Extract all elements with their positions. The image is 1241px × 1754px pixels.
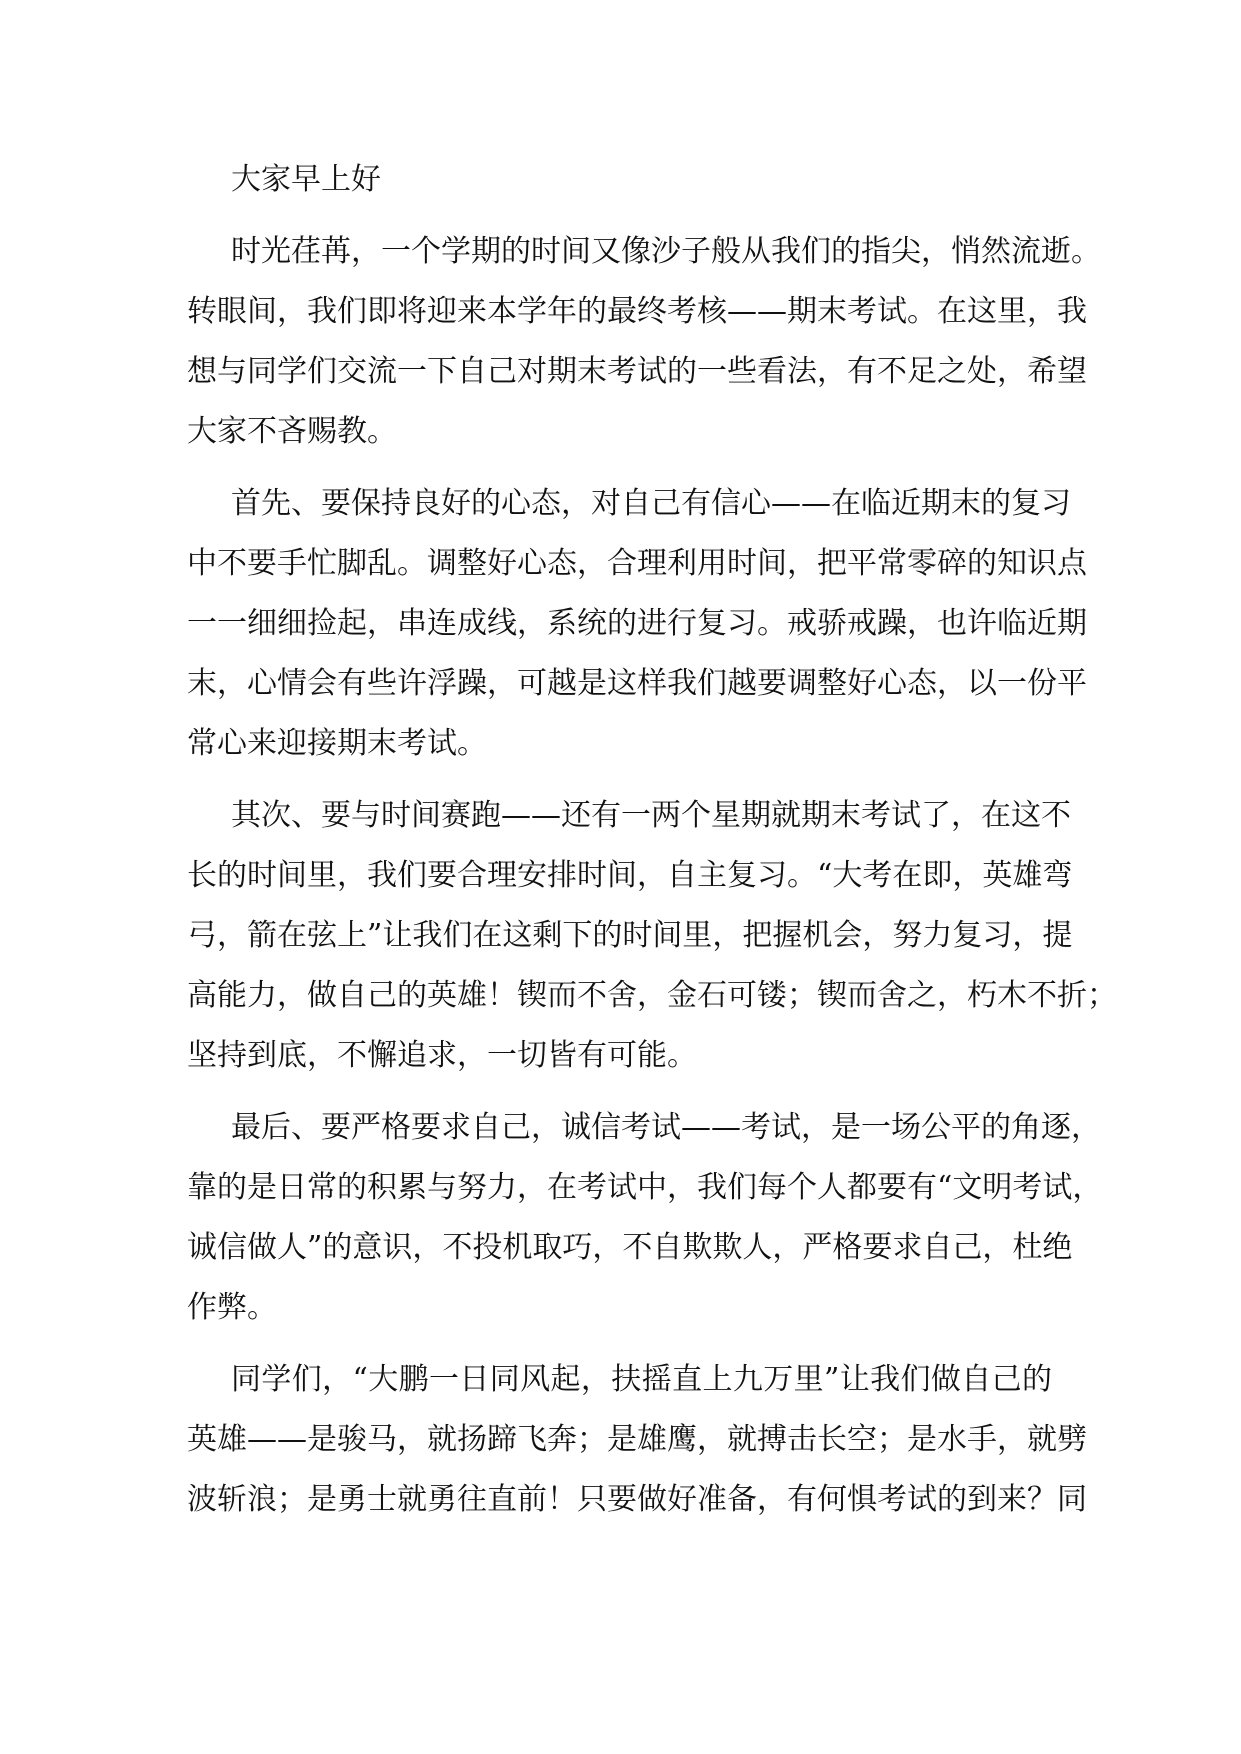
- paragraph-intro: [187, 232, 1101, 452]
- paragraph-line: 诚信做人”的意识，不投机取巧，不自欺欺人，严格要求自己，杜绝: [187, 1230, 1073, 1265]
- paragraph-line: 同学们，“大鹏一日同风起，扶摇直上九万里”让我们做自己的: [231, 1362, 1052, 1397]
- paragraph-closing: [187, 1360, 1087, 1520]
- paragraph-line: 弓，箭在弦上”让我们在这剩下的时间里，把握机会，努力复习，提: [187, 918, 1073, 953]
- paragraph-line: 靠的是日常的积累与努力，在考试中，我们每个人都要有“文明考试，: [187, 1170, 1103, 1205]
- paragraph-line: 首先、要保持良好的心态，对自己有信心——在临近期末的复习: [231, 486, 1071, 521]
- paragraph-first-point: [187, 484, 1087, 764]
- greeting-paragraph: [187, 160, 1052, 200]
- speech-body: [187, 160, 1117, 1552]
- paragraph-line: 末，心情会有些许浮躁，可越是这样我们越要调整好心态，以一份平: [187, 666, 1087, 701]
- paragraph-line: 波斩浪；是勇士就勇往直前！只要做好准备，有何惧考试的到来？同: [187, 1482, 1087, 1517]
- greeting-line: 大家早上好: [231, 162, 381, 197]
- paragraph-line: 中不要手忙脚乱。调整好心态，合理利用时间，把平常零碎的知识点: [187, 546, 1087, 581]
- paragraph-line: 英雄——是骏马，就扬蹄飞奔；是雄鹰，就搏击长空；是水手，就劈: [187, 1422, 1087, 1457]
- paragraph-line: 长的时间里，我们要合理安排时间，自主复习。“大考在即，英雄弯: [187, 858, 1073, 893]
- paragraph-line: 高能力，做自己的英雄！锲而不舍，金石可镂；锲而舍之，朽木不折；: [187, 978, 1117, 1013]
- paragraph-line: 常心来迎接期末考试。: [187, 726, 487, 761]
- paragraph-second-point: [187, 796, 1117, 1076]
- paragraph-line: 想与同学们交流一下自己对期末考试的一些看法，有不足之处，希望: [187, 354, 1087, 389]
- paragraph-line: 其次、要与时间赛跑——还有一两个星期就期末考试了，在这不: [231, 798, 1071, 833]
- paragraph-line: 一一细细捡起，串连成线，系统的进行复习。戒骄戒躁，也许临近期: [187, 606, 1087, 641]
- paragraph-line: 时光荏苒，一个学期的时间又像沙子般从我们的指尖，悄然流逝。: [231, 234, 1101, 269]
- paragraph-line: 最后、要严格要求自己，诚信考试——考试，是一场公平的角逐，: [231, 1110, 1101, 1145]
- paragraph-third-point: [187, 1108, 1103, 1328]
- paragraph-line: 坚持到底，不懈追求，一切皆有可能。: [187, 1038, 697, 1073]
- paragraph-line: 作弊。: [187, 1290, 277, 1325]
- paragraph-line: 大家不吝赐教。: [187, 414, 397, 449]
- paragraph-line: 转眼间，我们即将迎来本学年的最终考核——期末考试。在这里，我: [187, 294, 1087, 329]
